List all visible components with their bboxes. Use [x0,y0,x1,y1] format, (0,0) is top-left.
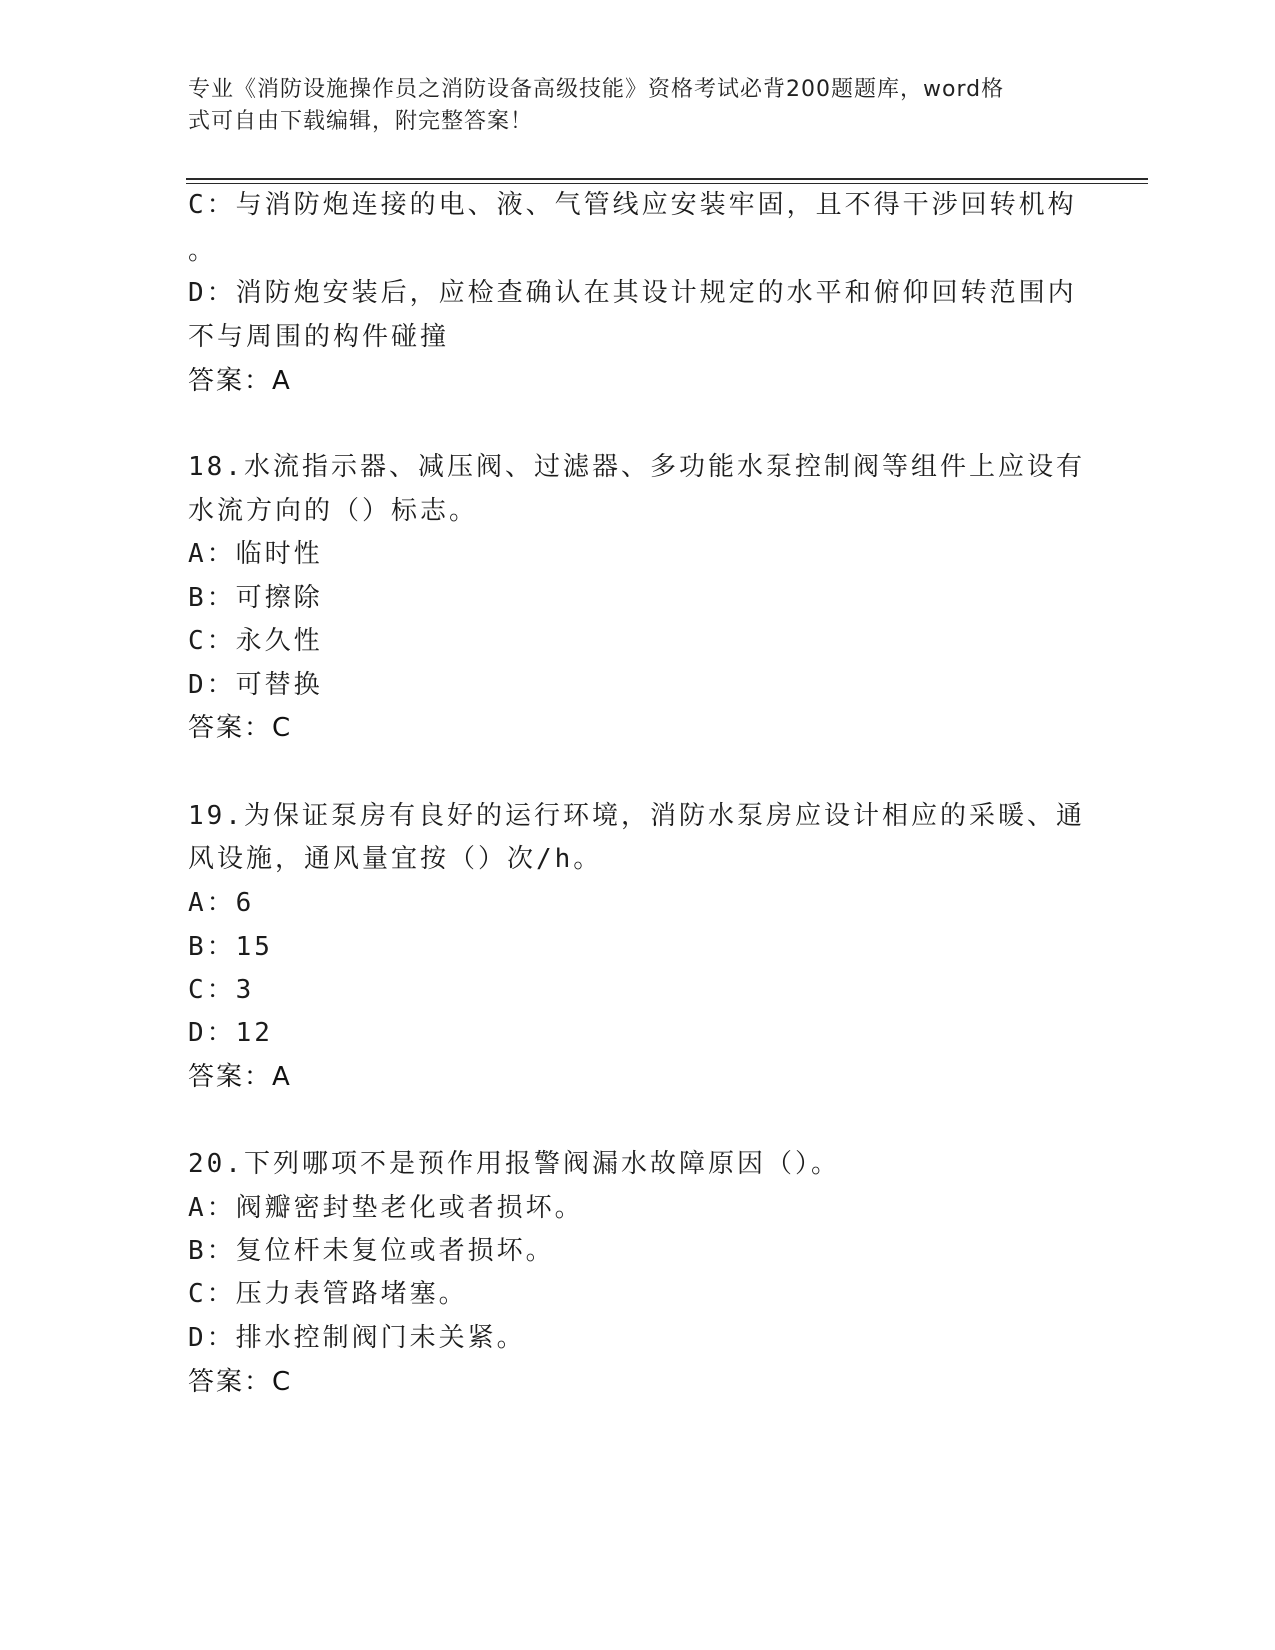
header-line-1: 专业《消防设施操作员之消防设备高级技能》资格考试必背200题题库，word格 [188,77,1005,102]
q18-answer: 答案：C [188,713,293,743]
q19-option-d: D：12 [188,1018,273,1048]
q19-answer: 答案：A [188,1062,292,1092]
prev-option-d-line-2: 不与周围的构件碰撞 [188,322,450,352]
q18-option-b: B：可擦除 [188,583,323,613]
prev-option-c-line-2: 。 [188,236,218,266]
q18-option-a: A：临时性 [188,539,323,569]
q19-stem-line-1: 19.为保证泵房有良好的运行环境，消防水泵房应设计相应的采暖、通 [188,801,1085,831]
q18-stem-line-2: 水流方向的（）标志。 [188,496,479,526]
document-header [188,74,1088,138]
q19-stem-line-2: 风设施，通风量宜按（）次/h。 [188,844,603,874]
q20-stem-line-1: 20.下列哪项不是预作用报警阀漏水故障原因（）。 [188,1149,840,1179]
header-divider-thick [186,178,1148,180]
prev-option-d-line-1: D：消防炮安装后，应检查确认在其设计规定的水平和俯仰回转范围内 [188,278,1077,308]
q18-stem-line-1: 18.水流指示器、减压阀、过滤器、多功能水泵控制阀等组件上应设有 [188,452,1085,482]
q19-option-c: C：3 [188,975,255,1005]
q18-option-c: C：永久性 [188,626,323,656]
q20-option-b: B：复位杆未复位或者损坏。 [188,1236,555,1266]
q20-option-c: C：压力表管路堵塞。 [188,1279,468,1309]
q18-option-d: D：可替换 [188,670,323,700]
prev-answer: 答案：A [188,366,292,396]
q19-option-b: B：15 [188,932,273,962]
header-line-2: 式可自由下载编辑，附完整答案！ [188,109,534,134]
q20-answer: 答案：C [188,1367,293,1397]
q19-option-a: A：6 [188,888,255,918]
q20-option-a: A：阀瓣密封垫老化或者损坏。 [188,1193,584,1223]
prev-option-c-line-1: C：与消防炮连接的电、液、气管线应安装牢固，且不得干涉回转机构 [188,190,1077,220]
q20-option-d: D：排水控制阀门未关紧。 [188,1323,526,1353]
